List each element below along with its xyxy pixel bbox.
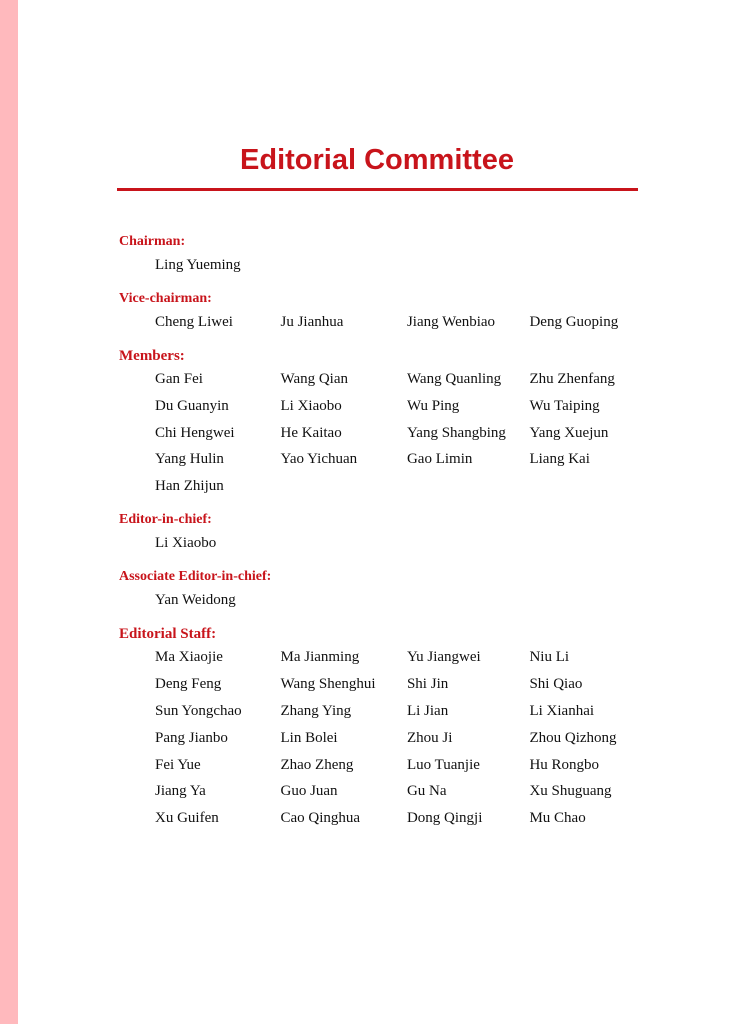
section-label: Vice-chairman:: [119, 290, 212, 306]
person-name: Wang Qian: [280, 370, 349, 387]
person-name: Ma Xiaojie: [155, 649, 223, 666]
name-row: [119, 393, 639, 420]
person-name: Cao Qinghua: [280, 810, 361, 827]
person-name: Li Jian: [406, 702, 449, 719]
section-label: Editorial Staff:: [119, 626, 217, 643]
person-name: Ju Jianhua: [280, 313, 344, 330]
section-label: Chairman:: [119, 234, 186, 249]
person-name: Mu Chao: [529, 810, 586, 827]
person-name: Xu Shuguang: [529, 783, 612, 800]
person-name: Pang Jianbo: [155, 729, 228, 746]
section-associate-editor-in-chief: [119, 567, 639, 614]
page-title: Editorial Committee: [240, 144, 514, 176]
person-name: Wu Taiping: [529, 397, 600, 414]
person-name: Jiang Wenbiao: [406, 313, 496, 330]
name-row: [119, 725, 639, 752]
person-name: Du Guanyin: [155, 397, 229, 414]
person-name: Yu Jiangwei: [406, 649, 481, 666]
person-name: Liang Kai: [529, 451, 590, 468]
person-name: Zhou Qizhong: [529, 729, 617, 746]
person-name: Xu Guifen: [155, 810, 219, 827]
person-name: Jiang Ya: [155, 783, 206, 800]
person-name: Guo Juan: [280, 783, 338, 800]
person-name: Han Zhijun: [155, 478, 224, 495]
section-editorial-staff: [119, 624, 639, 832]
name-row: [119, 698, 639, 725]
person-name: Gu Na: [406, 783, 447, 800]
person-name: Chi Hengwei: [155, 424, 235, 441]
person-name: Zhao Zheng: [280, 756, 354, 773]
person-name: Gao Limin: [406, 451, 473, 468]
name-row: [119, 420, 639, 447]
person-name: Dong Qingji: [406, 810, 483, 827]
person-name: Shi Qiao: [529, 675, 583, 692]
person-name: Niu Li: [529, 649, 570, 666]
name-row: [119, 309, 639, 336]
person-name: Ling Yueming: [155, 257, 241, 273]
name-row: [119, 473, 639, 500]
person-name: Deng Feng: [155, 675, 222, 692]
name-row: [119, 587, 639, 614]
section-vice-chairman: [119, 289, 639, 336]
name-row: [119, 644, 639, 671]
person-name: Wang Shenghui: [280, 675, 376, 692]
person-name: Wu Ping: [406, 397, 460, 414]
name-row: [119, 530, 639, 557]
name-row: [119, 366, 639, 393]
person-name: Zhang Ying: [280, 702, 352, 719]
person-name: Sun Yongchao: [155, 702, 242, 719]
section-chairman: [119, 232, 639, 279]
title-rule: [117, 188, 638, 191]
person-name: Luo Tuanjie: [406, 756, 480, 773]
person-name: Yang Hulin: [155, 451, 224, 468]
name-row: [119, 752, 639, 779]
person-name: Fei Yue: [155, 756, 201, 773]
committee-list: [119, 232, 639, 842]
person-name: Ma Jianming: [280, 649, 360, 666]
name-row: [119, 671, 639, 698]
section-editor-in-chief: [119, 510, 639, 557]
person-name: Yao Yichuan: [280, 451, 358, 468]
person-name: Li Xianhai: [529, 702, 595, 719]
name-row: [119, 805, 639, 832]
section-label: Editor-in-chief:: [119, 512, 212, 528]
name-row: [119, 446, 639, 473]
person-name: He Kaitao: [280, 424, 342, 441]
person-name: Lin Bolei: [280, 729, 338, 746]
person-name: Yan Weidong: [155, 592, 236, 609]
person-name: Gan Fei: [155, 370, 203, 387]
person-name: Yang Xuejun: [529, 424, 609, 441]
person-name: Li Xiaobo: [280, 397, 342, 414]
person-name: Shi Jin: [406, 675, 449, 692]
side-stripe: [0, 0, 18, 1024]
person-name: Deng Guoping: [529, 313, 619, 330]
name-row: [119, 778, 639, 805]
section-label: Associate Editor-in-chief:: [119, 569, 272, 585]
person-name: Wang Quanling: [406, 370, 502, 387]
person-name: Li Xiaobo: [155, 535, 217, 552]
name-row: [119, 252, 639, 279]
person-name: Cheng Liwei: [155, 313, 233, 330]
person-name: Zhu Zhenfang: [529, 370, 615, 387]
person-name: Yang Shangbing: [406, 424, 506, 441]
section-members: [119, 346, 639, 500]
section-label: Members:: [119, 347, 185, 364]
person-name: Hu Rongbo: [529, 756, 600, 773]
person-name: Zhou Ji: [406, 729, 453, 746]
